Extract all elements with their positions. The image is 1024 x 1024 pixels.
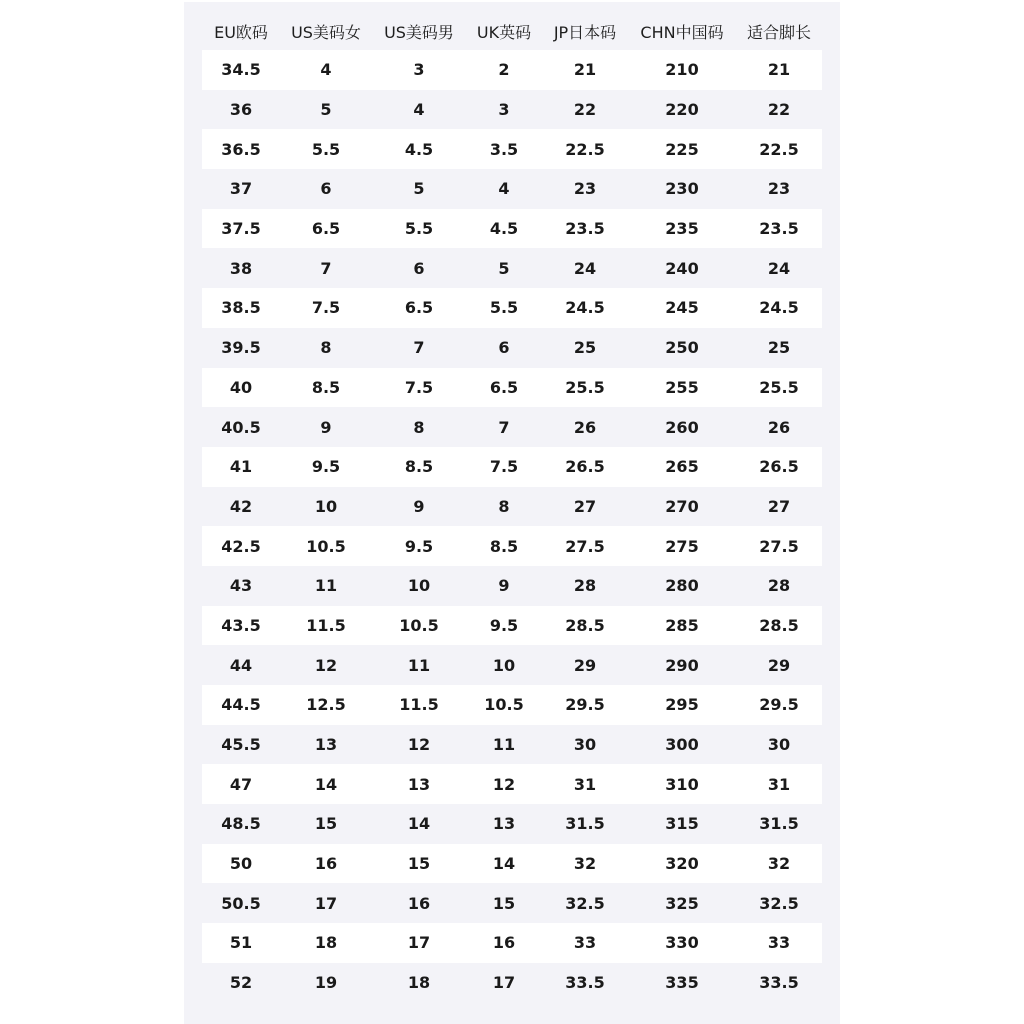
cell-chn: 330	[628, 923, 736, 963]
cell-foot-length: 22	[736, 90, 822, 130]
cell-foot-length: 27.5	[736, 526, 822, 566]
cell-us-women: 14	[280, 764, 372, 804]
cell-chn: 270	[628, 487, 736, 527]
cell-foot-length: 25.5	[736, 368, 822, 408]
size-conversion-table	[202, 12, 822, 1003]
cell-chn: 220	[628, 90, 736, 130]
cell-jp: 27	[542, 487, 628, 527]
cell-uk: 8.5	[466, 526, 542, 566]
cell-us-men: 10.5	[372, 606, 466, 646]
cell-us-men: 18	[372, 963, 466, 1003]
cell-eu: 44	[202, 645, 280, 685]
cell-eu: 37.5	[202, 209, 280, 249]
cell-jp: 32.5	[542, 883, 628, 923]
cell-us-men: 15	[372, 844, 466, 884]
cell-eu: 38	[202, 248, 280, 288]
cell-jp: 23.5	[542, 209, 628, 249]
header-uk: UK英码	[476, 22, 532, 42]
cell-foot-length: 29	[736, 645, 822, 685]
cell-chn: 235	[628, 209, 736, 249]
header-chn: CHN中国码	[640, 22, 724, 42]
table-row	[202, 209, 822, 249]
cell-us-men: 4	[372, 90, 466, 130]
cell-uk: 3	[466, 90, 542, 130]
cell-uk: 14	[466, 844, 542, 884]
cell-jp: 33.5	[542, 963, 628, 1003]
cell-us-men: 10	[372, 566, 466, 606]
cell-eu: 51	[202, 923, 280, 963]
cell-jp: 26	[542, 407, 628, 447]
cell-chn: 300	[628, 725, 736, 765]
cell-eu: 40	[202, 368, 280, 408]
cell-uk: 9	[466, 566, 542, 606]
cell-us-women: 7.5	[280, 288, 372, 328]
cell-chn: 225	[628, 129, 736, 169]
cell-foot-length: 32.5	[736, 883, 822, 923]
cell-jp: 29	[542, 645, 628, 685]
cell-chn: 290	[628, 645, 736, 685]
cell-uk: 5	[466, 248, 542, 288]
table-row	[202, 90, 822, 130]
cell-us-women: 12.5	[280, 685, 372, 725]
cell-uk: 16	[466, 923, 542, 963]
header-jp: JP日本码	[553, 22, 617, 42]
cell-us-men: 9.5	[372, 526, 466, 566]
cell-jp: 22.5	[542, 129, 628, 169]
cell-jp: 24.5	[542, 288, 628, 328]
cell-eu: 39.5	[202, 328, 280, 368]
cell-chn: 280	[628, 566, 736, 606]
table-row	[202, 963, 822, 1003]
cell-chn: 230	[628, 169, 736, 209]
cell-uk: 8	[466, 487, 542, 527]
cell-us-women: 11.5	[280, 606, 372, 646]
table-row	[202, 685, 822, 725]
cell-eu: 43	[202, 566, 280, 606]
header-foot-length: 适合脚长	[746, 22, 811, 42]
cell-us-men: 14	[372, 804, 466, 844]
table-row	[202, 407, 822, 447]
cell-us-men: 17	[372, 923, 466, 963]
cell-uk: 6.5	[466, 368, 542, 408]
cell-foot-length: 22.5	[736, 129, 822, 169]
cell-foot-length: 32	[736, 844, 822, 884]
cell-foot-length: 26	[736, 407, 822, 447]
table-row	[202, 645, 822, 685]
cell-foot-length: 29.5	[736, 685, 822, 725]
cell-jp: 26.5	[542, 447, 628, 487]
table-row	[202, 606, 822, 646]
cell-foot-length: 33	[736, 923, 822, 963]
table-row	[202, 129, 822, 169]
cell-uk: 7.5	[466, 447, 542, 487]
cell-us-women: 11	[280, 566, 372, 606]
cell-us-women: 16	[280, 844, 372, 884]
cell-eu: 48.5	[202, 804, 280, 844]
cell-jp: 29.5	[542, 685, 628, 725]
cell-uk: 4.5	[466, 209, 542, 249]
cell-uk: 3.5	[466, 129, 542, 169]
cell-uk: 6	[466, 328, 542, 368]
cell-eu: 40.5	[202, 407, 280, 447]
cell-eu: 42.5	[202, 526, 280, 566]
cell-us-women: 5	[280, 90, 372, 130]
cell-us-men: 5	[372, 169, 466, 209]
cell-eu: 36.5	[202, 129, 280, 169]
cell-us-men: 7	[372, 328, 466, 368]
table-row	[202, 526, 822, 566]
cell-eu: 38.5	[202, 288, 280, 328]
cell-jp: 28	[542, 566, 628, 606]
cell-eu: 41	[202, 447, 280, 487]
cell-jp: 32	[542, 844, 628, 884]
cell-foot-length: 23	[736, 169, 822, 209]
cell-us-women: 13	[280, 725, 372, 765]
cell-eu: 36	[202, 90, 280, 130]
cell-us-women: 12	[280, 645, 372, 685]
cell-chn: 275	[628, 526, 736, 566]
cell-chn: 245	[628, 288, 736, 328]
cell-chn: 335	[628, 963, 736, 1003]
header-us-men: US美码男	[384, 22, 454, 42]
cell-uk: 9.5	[466, 606, 542, 646]
cell-us-men: 12	[372, 725, 466, 765]
cell-uk: 5.5	[466, 288, 542, 328]
cell-chn: 315	[628, 804, 736, 844]
cell-uk: 15	[466, 883, 542, 923]
cell-us-men: 6	[372, 248, 466, 288]
cell-foot-length: 25	[736, 328, 822, 368]
cell-us-men: 3	[372, 50, 466, 90]
cell-us-women: 9.5	[280, 447, 372, 487]
cell-us-men: 6.5	[372, 288, 466, 328]
cell-us-women: 18	[280, 923, 372, 963]
cell-us-men: 7.5	[372, 368, 466, 408]
cell-us-women: 6.5	[280, 209, 372, 249]
cell-foot-length: 31	[736, 764, 822, 804]
table-row	[202, 883, 822, 923]
cell-chn: 265	[628, 447, 736, 487]
cell-us-men: 4.5	[372, 129, 466, 169]
cell-chn: 210	[628, 50, 736, 90]
cell-foot-length: 30	[736, 725, 822, 765]
cell-foot-length: 24.5	[736, 288, 822, 328]
table-header-row	[202, 12, 822, 50]
cell-us-women: 8	[280, 328, 372, 368]
table-row	[202, 764, 822, 804]
cell-jp: 28.5	[542, 606, 628, 646]
cell-eu: 42	[202, 487, 280, 527]
cell-foot-length: 33.5	[736, 963, 822, 1003]
cell-foot-length: 23.5	[736, 209, 822, 249]
cell-us-men: 5.5	[372, 209, 466, 249]
cell-chn: 240	[628, 248, 736, 288]
table-row	[202, 844, 822, 884]
table-row	[202, 169, 822, 209]
table-row	[202, 368, 822, 408]
cell-chn: 320	[628, 844, 736, 884]
cell-chn: 325	[628, 883, 736, 923]
cell-chn: 285	[628, 606, 736, 646]
cell-uk: 12	[466, 764, 542, 804]
header-eu: EU欧码	[214, 22, 268, 42]
cell-foot-length: 28	[736, 566, 822, 606]
cell-us-women: 10	[280, 487, 372, 527]
cell-us-men: 8.5	[372, 447, 466, 487]
cell-jp: 21	[542, 50, 628, 90]
cell-uk: 2	[466, 50, 542, 90]
cell-eu: 43.5	[202, 606, 280, 646]
cell-us-women: 10.5	[280, 526, 372, 566]
cell-foot-length: 28.5	[736, 606, 822, 646]
cell-chn: 310	[628, 764, 736, 804]
table-row	[202, 288, 822, 328]
cell-jp: 25.5	[542, 368, 628, 408]
cell-us-women: 6	[280, 169, 372, 209]
cell-eu: 34.5	[202, 50, 280, 90]
cell-eu: 50.5	[202, 883, 280, 923]
cell-uk: 10	[466, 645, 542, 685]
cell-jp: 27.5	[542, 526, 628, 566]
header-us-women: US美码女	[291, 22, 361, 42]
cell-jp: 25	[542, 328, 628, 368]
cell-eu: 47	[202, 764, 280, 804]
cell-jp: 33	[542, 923, 628, 963]
cell-us-men: 11.5	[372, 685, 466, 725]
cell-uk: 17	[466, 963, 542, 1003]
cell-uk: 10.5	[466, 685, 542, 725]
cell-us-men: 9	[372, 487, 466, 527]
cell-jp: 30	[542, 725, 628, 765]
cell-us-women: 7	[280, 248, 372, 288]
cell-us-women: 8.5	[280, 368, 372, 408]
cell-us-women: 9	[280, 407, 372, 447]
cell-chn: 250	[628, 328, 736, 368]
cell-us-women: 5.5	[280, 129, 372, 169]
cell-chn: 295	[628, 685, 736, 725]
cell-uk: 11	[466, 725, 542, 765]
table-row	[202, 50, 822, 90]
table-body	[202, 50, 822, 1003]
table-row	[202, 447, 822, 487]
cell-eu: 37	[202, 169, 280, 209]
cell-eu: 52	[202, 963, 280, 1003]
cell-eu: 50	[202, 844, 280, 884]
cell-uk: 7	[466, 407, 542, 447]
cell-jp: 31	[542, 764, 628, 804]
cell-us-men: 11	[372, 645, 466, 685]
cell-chn: 255	[628, 368, 736, 408]
cell-foot-length: 31.5	[736, 804, 822, 844]
cell-eu: 45.5	[202, 725, 280, 765]
cell-chn: 260	[628, 407, 736, 447]
cell-uk: 4	[466, 169, 542, 209]
cell-jp: 24	[542, 248, 628, 288]
cell-foot-length: 27	[736, 487, 822, 527]
table-row	[202, 923, 822, 963]
cell-us-men: 13	[372, 764, 466, 804]
table-row	[202, 328, 822, 368]
cell-foot-length: 21	[736, 50, 822, 90]
cell-us-women: 19	[280, 963, 372, 1003]
cell-us-men: 8	[372, 407, 466, 447]
cell-jp: 23	[542, 169, 628, 209]
cell-eu: 44.5	[202, 685, 280, 725]
table-row	[202, 566, 822, 606]
cell-us-women: 17	[280, 883, 372, 923]
cell-us-women: 15	[280, 804, 372, 844]
table-row	[202, 725, 822, 765]
table-row	[202, 248, 822, 288]
cell-us-men: 16	[372, 883, 466, 923]
table-row	[202, 804, 822, 844]
cell-jp: 22	[542, 90, 628, 130]
cell-foot-length: 24	[736, 248, 822, 288]
cell-uk: 13	[466, 804, 542, 844]
table-row	[202, 487, 822, 527]
cell-us-women: 4	[280, 50, 372, 90]
cell-foot-length: 26.5	[736, 447, 822, 487]
cell-jp: 31.5	[542, 804, 628, 844]
